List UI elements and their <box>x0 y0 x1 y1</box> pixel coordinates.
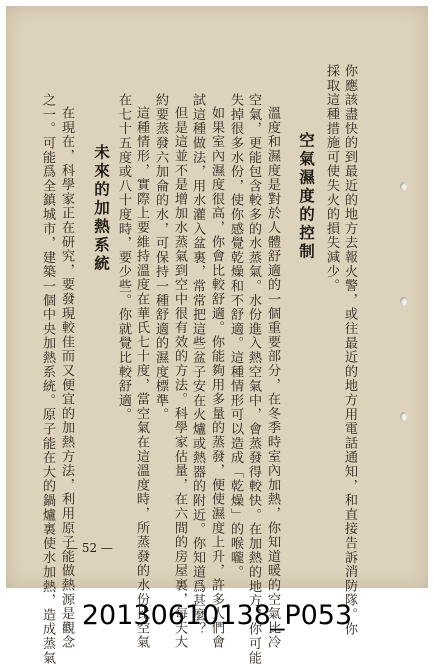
text-column: 失掉很多水份，使你感覺乾燥和不舒適。這種情形可以造成「乾燥」的喉嚨。 <box>228 93 243 580</box>
binding-hole <box>400 182 407 191</box>
text-column: 溫度和濕度是對於人體舒適的一個重要部分，在冬季時室內加熱，你知道暖的空氣比冷 <box>265 106 280 650</box>
text-column: 你應該盡快的到最近的地方去報火警，或往最近的地方用電話通知，和直接告訴消防隊。你 <box>342 64 357 636</box>
text-column: 這種情形，實際上要維持溫度在華氏七十度，當空氣在這溫度時，所蒸發的水份比空氣 <box>134 106 149 650</box>
text-column: 試這種做法，用水灌入盆裏，常常把這些盆子安在火爐或熱器的附近。你知道爲甚麼？ <box>190 93 205 637</box>
text-column: 如果室內濕度很高，你會比較舒適。你能夠用多量的蒸發，便使濕度上升，許多人們會 <box>209 106 224 650</box>
text-column: 在七十五度或八十度時，要少些。你就覺比較舒適。 <box>116 93 131 422</box>
binding-hole <box>400 412 407 421</box>
section-heading: 未來的加熱系統 <box>92 144 110 274</box>
text-column: 採取這種措施可使失火的損失減少。 <box>324 64 339 293</box>
text-column: 但是這並不是增加水蒸氣到空中很有效的方法。科學家估量，在六間的房屋裏，每天大 <box>172 106 187 650</box>
text-column: 空氣，更能包含較多的水蒸氣。水份進入熱空氣中，會蒸發得較快。在加熱的地方，你可能 <box>246 93 261 665</box>
binding-hole <box>400 297 407 306</box>
section-heading: 空氣濕度的控制 <box>297 132 315 262</box>
text-column: 之一。可能爲全鎮城市，建築一個中央加熱系統。原子能在大的鍋爐裏使水加熱，造成蒸氣 <box>40 93 55 665</box>
archive-caption: 20130610138_P053 <box>81 600 353 631</box>
text-column: 在現在，科學家正在研究，要發現較佳而又便宜的加熱方法，利用原子能做熱源是觀念 <box>59 106 74 650</box>
page-number: — 52 — <box>66 541 113 555</box>
text-column: 約要蒸發六加侖的水，可保持一種舒適的濕度標準。 <box>153 93 168 422</box>
